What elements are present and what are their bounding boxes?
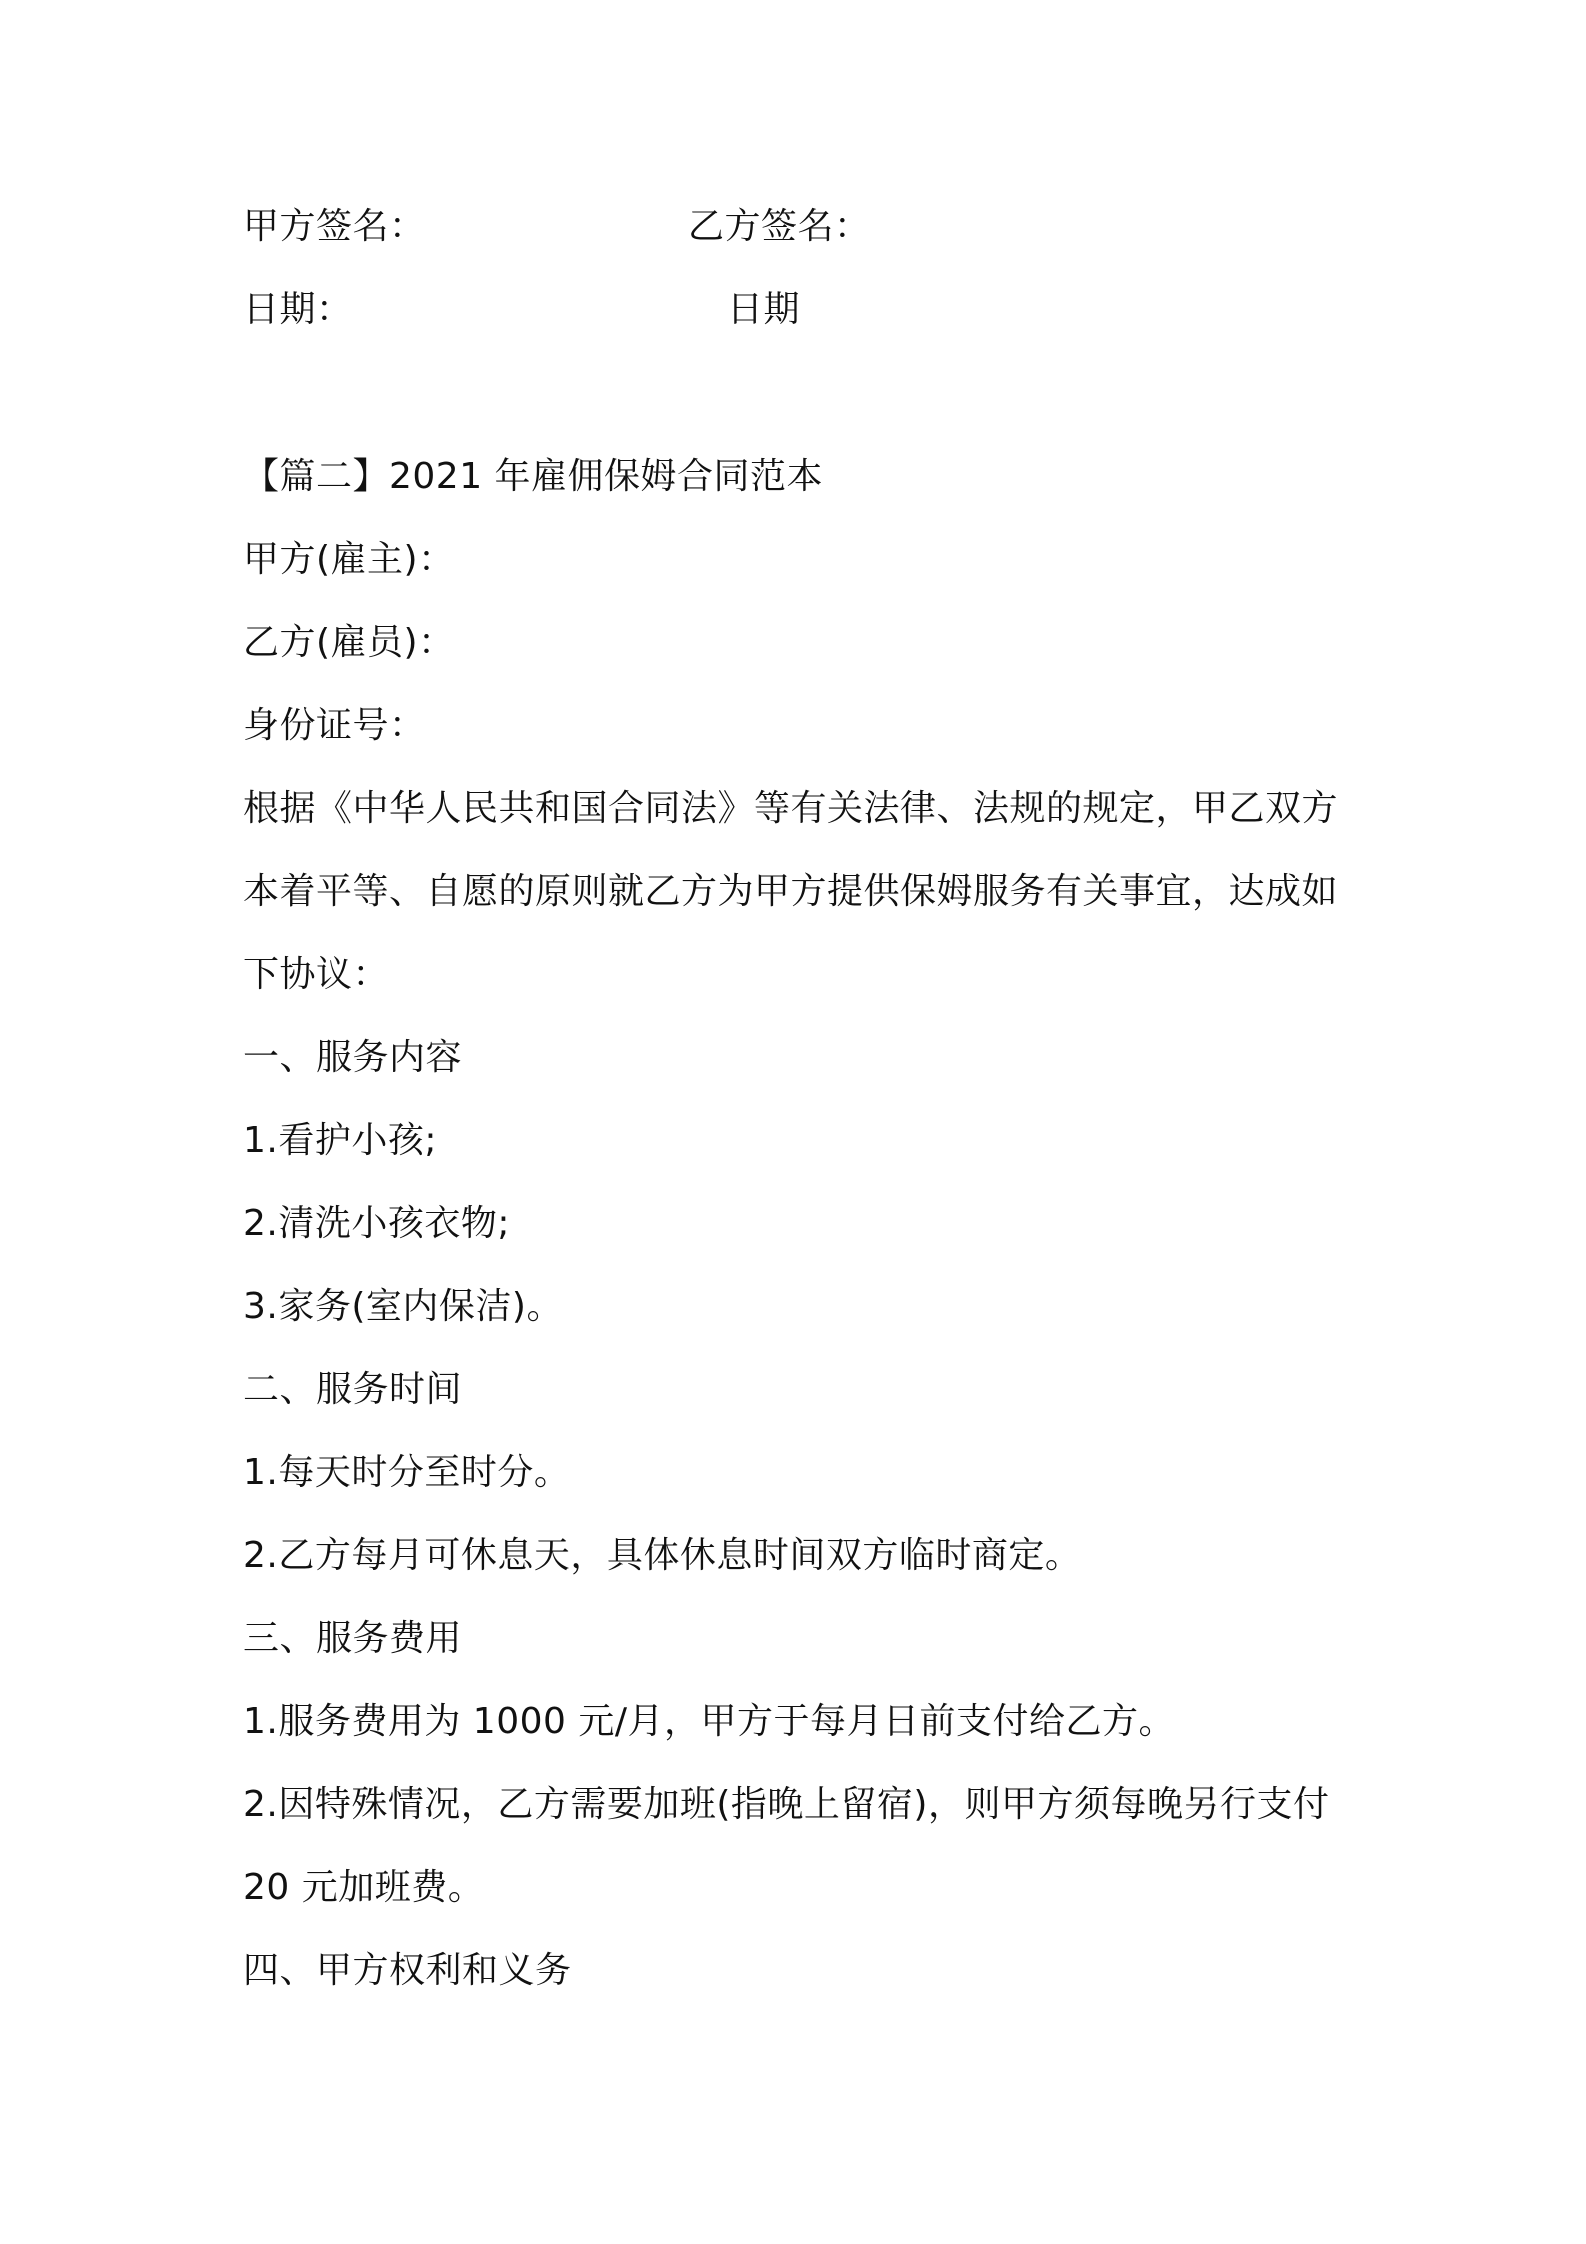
section-3-item-2-continued: 20 元加班费。 xyxy=(243,1867,485,1908)
section-title: 【篇二】2021 年雇佣保姆合同范本 xyxy=(243,456,824,497)
intro-line-2: 本着平等、自愿的原则就乙方为甲方提供保姆服务有关事宜，达成如 xyxy=(243,871,1339,912)
section-1-item-1: 1.看护小孩; xyxy=(243,1120,437,1161)
section-2-item-1: 1.每天时分至时分。 xyxy=(243,1452,571,1493)
intro-line-1: 根据《中华人民共和国合同法》等有关法律、法规的规定，甲乙双方 xyxy=(243,788,1339,829)
section-2-item-2: 2.乙方每月可休息天，具体休息时间双方临时商定。 xyxy=(243,1535,1082,1576)
party-b-line: 乙方(雇员)： xyxy=(243,622,455,663)
section-3-item-2: 2.因特殊情况，乙方需要加班(指晚上留宿)，则甲方须每晚另行支付 xyxy=(243,1784,1330,1825)
section-1-item-3: 3.家务(室内保洁)。 xyxy=(243,1286,563,1327)
intro-line-3: 下协议： xyxy=(243,954,390,995)
party-b-signature-label: 乙方签名： xyxy=(688,206,871,247)
party-a-line: 甲方(雇主)： xyxy=(243,539,455,580)
party-a-signature-label: 甲方签名： xyxy=(243,206,426,247)
section-3-heading: 三、服务费用 xyxy=(243,1618,463,1659)
section-3-item-1: 1.服务费用为 1000 元/月，甲方于每月日前支付给乙方。 xyxy=(243,1701,1175,1742)
section-2-heading: 二、服务时间 xyxy=(243,1369,463,1410)
section-4-heading: 四、甲方权利和义务 xyxy=(243,1950,572,1991)
party-b-date-label: 日期 xyxy=(727,289,801,330)
party-a-date-label: 日期： xyxy=(243,289,353,330)
id-number-line: 身份证号： xyxy=(243,705,426,746)
section-1-item-2: 2.清洗小孩衣物; xyxy=(243,1203,510,1244)
section-1-heading: 一、服务内容 xyxy=(243,1037,463,1078)
